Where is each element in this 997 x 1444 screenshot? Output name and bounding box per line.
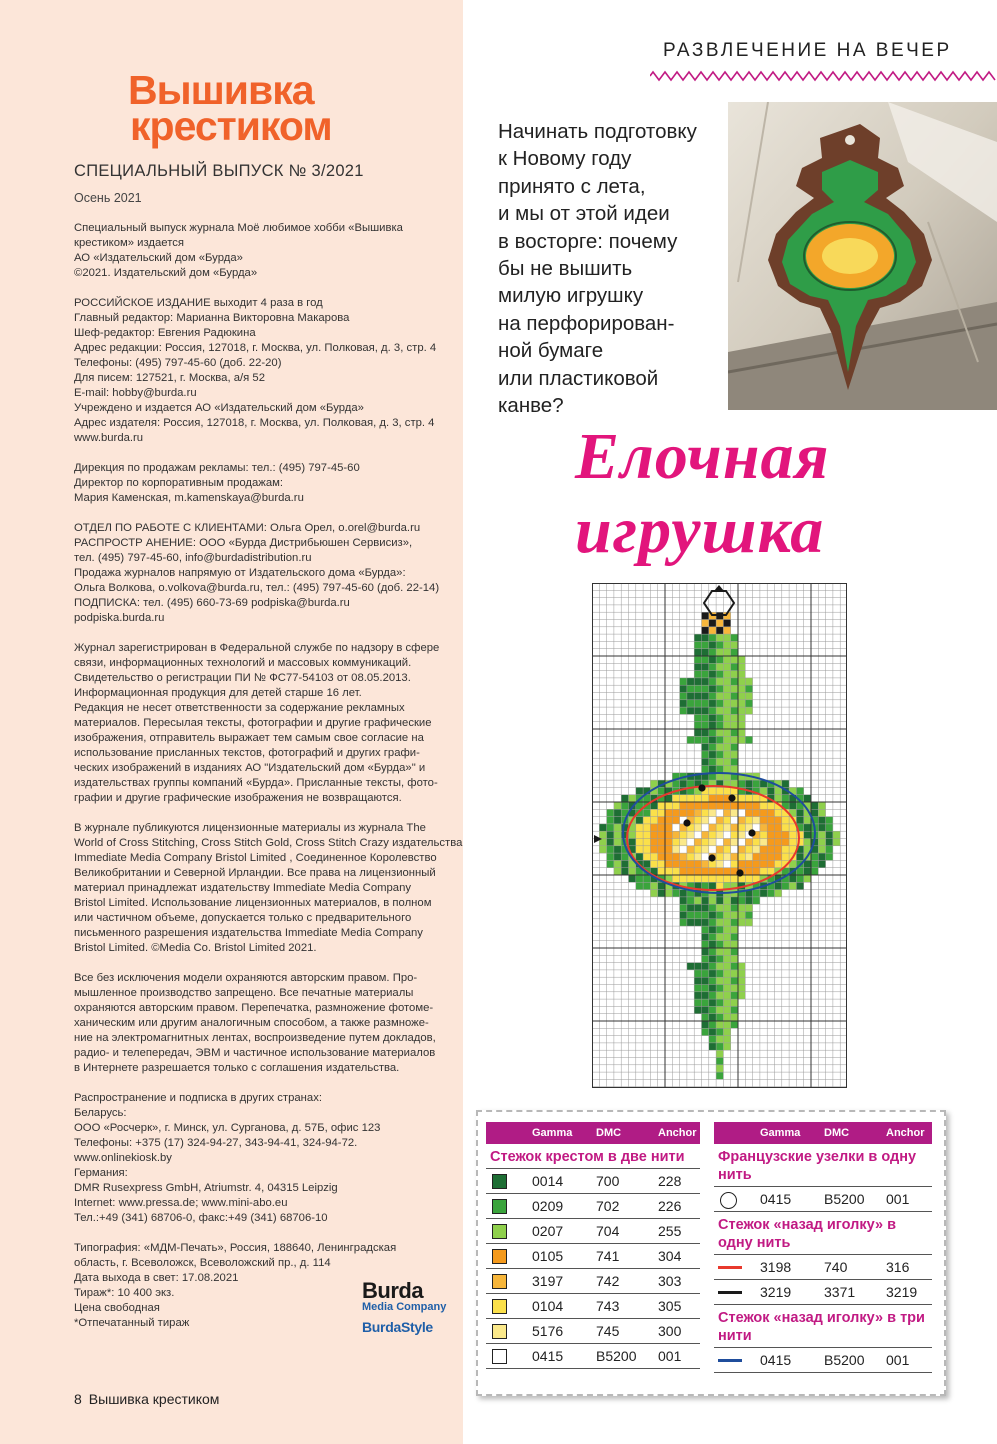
key-anchor-value: 001	[658, 1348, 682, 1364]
backstitch-three-strands-rows	[714, 1348, 932, 1373]
imprint-line: радио- и телепередач, ЭВМ и частичное использование материалов	[74, 1047, 436, 1059]
intro-line: принято с лета,	[498, 174, 646, 198]
imprint-line: Информационная продукция для детей старше 16 лет.	[74, 687, 362, 699]
key-row	[486, 1219, 700, 1244]
intro-line: в восторге: почему	[498, 229, 678, 253]
imprint-column	[0, 0, 463, 1444]
imprint-line: РАСПРОСТР АНЕНИЕ: ООО «Бурда Дистрибьюшен Сервисиз»,	[74, 537, 413, 549]
key-anchor-value: 303	[658, 1273, 682, 1289]
title-line: Елочная	[575, 420, 830, 493]
burda-logo-text: Burda	[362, 1278, 424, 1303]
imprint-line: Великобритании и Северной Ирландии. Все права на лицензионный	[74, 867, 436, 879]
imprint-line: Ольга Волкова, o.volkova@burda.ru, тел.: (495) 797-45-60 (доб. 22-14)	[74, 582, 440, 594]
imprint-paragraph	[74, 821, 463, 956]
backstitch-line-icon	[718, 1291, 742, 1294]
key-dmc-value: 743	[596, 1298, 620, 1314]
imprint-line: Типография: «МДМ-Печать», Россия, 188640, Ленинградская	[74, 1242, 397, 1254]
imprint-line: Директор по корпоративным продажам:	[74, 477, 284, 489]
imprint-line: www.onlinekiosk.by	[74, 1152, 172, 1164]
imprint-paragraph	[74, 521, 459, 626]
key-anchor-value: 001	[886, 1191, 910, 1207]
imprint-line: ООО «Росчерк», г. Минск, ул. Сурганова, д. 57Б, офис 123	[74, 1122, 381, 1134]
key-dmc-value: B5200	[824, 1352, 865, 1368]
imprint-line: Телефоны: (495) 797-45-60 (доб. 22-20)	[74, 357, 282, 369]
imprint-line: World of Cross Stitching, Cross Stitch Gold, Cross Stitch Crazy издательства	[74, 837, 463, 849]
backstitch-three-strands-heading: Стежок «назад иголку» в три нити	[714, 1305, 932, 1348]
imprint-line: Адрес издателя: Россия, 127018, г. Москва, ул. Полковая, д. 3, стр. 4	[74, 417, 435, 429]
intro-text	[498, 118, 738, 419]
imprint-line: ние на электромагнитных лентах, воспроизведение путем докладов,	[74, 1032, 436, 1044]
french-knots-heading: Французские узелки в одну нить	[714, 1144, 932, 1187]
zigzag-divider	[650, 70, 997, 82]
key-gamma-value: 5176	[532, 1323, 564, 1339]
key-dmc-value: 700	[596, 1173, 620, 1189]
imprint-line: ©2021. Издательский дом «Бурда»	[74, 267, 258, 279]
imprint-line: Беларусь:	[74, 1107, 127, 1119]
cross-stitch-rows	[486, 1169, 700, 1369]
key-gamma-value: 3197	[532, 1273, 564, 1289]
imprint-line: Главный редактор: Марианна Викторовна Макарова	[74, 312, 350, 324]
imprint-line: область, г. Всеволожск, Всеволожский пр., д. 114	[74, 1257, 331, 1269]
key-row	[486, 1194, 700, 1219]
imprint-line: Мария Каменская, m.kamenskaya@burda.ru	[74, 492, 304, 504]
ornament-photo	[728, 102, 997, 410]
imprint-line: связи, информационных технологий и массовых коммуникаций.	[74, 657, 412, 669]
imprint-line: ПОДПИСКА: тел. (495) 660-73-69 podpiska@burda.ru	[74, 597, 350, 609]
imprint-line: Учреждено и издается АО «Издательский дом «Бурда»	[74, 402, 364, 414]
white-dot-symbol-icon	[492, 1349, 507, 1364]
key-gamma-value: 0415	[532, 1348, 564, 1364]
color-key-table	[476, 1110, 946, 1396]
imprint-line: Тираж*: 10 400 экз.	[74, 1287, 175, 1299]
imprint-line: в Интернете разрешается только с соглашения издательства.	[74, 1062, 400, 1074]
key-dmc-value: 702	[596, 1198, 620, 1214]
imprint-text	[74, 221, 463, 1346]
imprint-paragraph	[74, 1091, 459, 1226]
header-dmc: DMC	[596, 1127, 622, 1139]
magazine-logo	[128, 67, 332, 149]
imprint-line: материал принадлежат издательству Immediate Media Company	[74, 882, 412, 894]
imprint-line: Германия:	[74, 1167, 128, 1179]
imprint-line: Распространение и подписка в других странах:	[74, 1092, 322, 1104]
imprint-line: ческих изображений в изданиях АО "Издательский дом «Бурда»" и	[74, 762, 426, 774]
imprint-line: изображения, отправитель выражает тем самым свое согласие на	[74, 732, 424, 744]
key-dmc-value: 740	[824, 1259, 848, 1275]
issue-season: Осень 2021	[74, 191, 142, 205]
burda-logo	[362, 1280, 452, 1335]
orange-equals-symbol-icon	[492, 1249, 507, 1264]
header-anchor: Anchor	[886, 1127, 925, 1139]
imprint-line: Редакция не несет ответственности за содержание рекламных	[74, 702, 405, 714]
green-plus-symbol-icon	[492, 1199, 507, 1214]
imprint-paragraph	[74, 971, 459, 1076]
key-anchor-value: 228	[658, 1173, 682, 1189]
imprint-line: Цена свободная	[74, 1302, 160, 1314]
key-anchor-value: 304	[658, 1248, 682, 1264]
imprint-line: издательствах группы компаний «Бурда». Присланные тексты, фото-	[74, 777, 438, 789]
dark-green-hatch-symbol-icon	[492, 1174, 507, 1189]
light-green-minus-symbol-icon	[492, 1224, 507, 1239]
cross-stitch-heading: Стежок крестом в две нити	[486, 1144, 700, 1169]
intro-line: милую игрушку	[498, 284, 644, 308]
imprint-paragraph	[74, 296, 459, 446]
key-anchor-value: 316	[886, 1259, 910, 1275]
imprint-line: Bristol Limited. ©Media Co. Bristol Limited 2021.	[74, 942, 317, 954]
ornament-photo-image	[728, 102, 997, 410]
color-key-left	[486, 1122, 700, 1369]
key-row	[486, 1319, 700, 1344]
hash-symbol-icon	[492, 1324, 507, 1339]
black-dot-symbol-icon	[492, 1274, 507, 1289]
imprint-line: Шеф-редактор: Евгения Радюкина	[74, 327, 256, 339]
imprint-line: или частичном объеме, допускается только с предварительного	[74, 912, 412, 924]
key-anchor-value: 255	[658, 1223, 682, 1239]
page-footer	[74, 1391, 226, 1407]
color-key-right	[714, 1122, 932, 1373]
imprint-line: Телефоны: +375 (17) 324-94-27, 343-94-41, 324-94-72.	[74, 1137, 358, 1149]
yellow-infinity-symbol-icon	[492, 1299, 507, 1314]
key-row	[486, 1269, 700, 1294]
imprint-line: Дирекция по продажам рекламы: тел.: (495) 797-45-60	[74, 462, 360, 474]
imprint-line: *Отпечатанный тираж	[74, 1317, 190, 1329]
key-row	[714, 1255, 932, 1280]
key-gamma-value: 0104	[532, 1298, 564, 1314]
key-gamma-value: 3219	[760, 1284, 792, 1300]
imprint-paragraph	[74, 461, 459, 506]
header-dmc: DMC	[824, 1127, 850, 1139]
article-title	[575, 420, 829, 568]
imprint-line: Специальный выпуск журнала Моё любимое хобби «Вышивка	[74, 222, 403, 234]
intro-line: бы не вышить	[498, 257, 633, 281]
key-gamma-value: 0415	[760, 1352, 792, 1368]
key-dmc-value: 742	[596, 1273, 620, 1289]
imprint-paragraph	[74, 641, 459, 806]
imprint-line: Тел.:+49 (341) 68706-0, факс:+49 (341) 68706-10	[74, 1212, 328, 1224]
key-anchor-value: 300	[658, 1323, 682, 1339]
imprint-line: podpiska.burda.ru	[74, 612, 165, 624]
imprint-line: Все без исключения модели охраняются авторским правом. Про-	[74, 972, 418, 984]
cross-stitch-chart	[592, 583, 847, 1088]
imprint-line: Журнал зарегистрирован в Федеральной службе по надзору в сфере	[74, 642, 440, 654]
section-heading: РАЗВЛЕЧЕНИЕ НА ВЕЧЕР	[663, 40, 952, 61]
backstitch-line-icon	[718, 1359, 742, 1362]
imprint-line: мышленное производство запрещено. Все печатные материалы	[74, 987, 414, 999]
key-gamma-value: 0014	[532, 1173, 564, 1189]
key-anchor-value: 226	[658, 1198, 682, 1214]
key-anchor-value: 3219	[886, 1284, 918, 1300]
key-gamma-value: 0207	[532, 1223, 564, 1239]
imprint-line: Immediate Media Company Bristol Limited , Соединенное Королевство	[74, 852, 437, 864]
imprint-line: Продажа журналов напрямую от Издательского дома «Бурда»:	[74, 567, 406, 579]
key-row	[714, 1280, 932, 1305]
imprint-paragraph	[74, 221, 459, 281]
key-header-left	[486, 1122, 700, 1144]
logo-line-1: Вышивка	[128, 67, 314, 113]
backstitch-one-strand-heading: Стежок «назад иголку» в одну нить	[714, 1212, 932, 1255]
title-line: игрушка	[575, 494, 825, 567]
key-dmc-value: 704	[596, 1223, 620, 1239]
page-number: 8	[74, 1391, 82, 1407]
imprint-line: использование присланных текстов, фотографий и других графи-	[74, 747, 420, 759]
key-row	[486, 1294, 700, 1319]
imprint-line: письменного разрешения издательства Immediate Media Company	[74, 927, 423, 939]
intro-line: или пластиковой	[498, 366, 659, 390]
key-gamma-value: 0105	[532, 1248, 564, 1264]
key-anchor-value: 305	[658, 1298, 682, 1314]
intro-line: ной бумаге	[498, 339, 604, 363]
imprint-line: DMR Rusexpress GmbH, Atriumstr. 4, 04315 Leipzig	[74, 1182, 338, 1194]
imprint-line: крестиком» издается	[74, 237, 185, 249]
imprint-line: АО «Издательский дом «Бурда»	[74, 252, 243, 264]
key-gamma-value: 0209	[532, 1198, 564, 1214]
backstitch-line-icon	[718, 1266, 742, 1269]
imprint-line: ОТДЕЛ ПО РАБОТЕ С КЛИЕНТАМИ: Ольга Орел, o.orel@burda.ru	[74, 522, 421, 534]
burdastyle-logo-text: BurdaStyle	[362, 1319, 433, 1335]
imprint-line: Свидетельство о регистрации ПИ № ФС77-54103 от 08.05.2013.	[74, 672, 411, 684]
imprint-line: Bristol Limited. Использование лицензионных материалов, в полном	[74, 897, 432, 909]
key-dmc-value: 3371	[824, 1284, 856, 1300]
intro-line: к Новому году	[498, 147, 632, 171]
imprint-line: Адрес редакции: Россия, 127018, г. Москва, ул. Полковая, д. 3, стр. 4	[74, 342, 437, 354]
imprint-line: тел. (495) 797-45-60, info@burdadistribution.ru	[74, 552, 312, 564]
logo-line-2: крестиком	[130, 103, 332, 149]
intro-line: канве?	[498, 394, 564, 418]
key-dmc-value: 745	[596, 1323, 620, 1339]
key-dmc-value: 741	[596, 1248, 620, 1264]
header-gamma: Gamma	[532, 1127, 573, 1139]
french-knots-rows	[714, 1187, 932, 1212]
key-gamma-value: 3198	[760, 1259, 792, 1275]
intro-line: на перфорирован-	[498, 311, 675, 335]
imprint-line: Internet: www.pressa.de; www.mini-abo.eu	[74, 1197, 288, 1209]
imprint-line: www.burda.ru	[74, 432, 144, 444]
key-row	[714, 1187, 932, 1212]
key-anchor-value: 001	[886, 1352, 910, 1368]
footer-title: Вышивка крестиком	[88, 1391, 220, 1407]
issue-number: СПЕЦИАЛЬНЫЙ ВЫПУСК № 3/2021	[74, 162, 364, 180]
imprint-line: E-mail: hobby@burda.ru	[74, 387, 197, 399]
key-row	[486, 1344, 700, 1369]
imprint-line: материалов. Пересылая тексты, фотографии и другие графические	[74, 717, 432, 729]
intro-line: Начинать подготовку	[498, 120, 697, 143]
imprint-line: РОССИЙСКОЕ ИЗДАНИЕ выходит 4 раза в год	[74, 297, 323, 309]
burda-logo-subtext: Media Company	[362, 1301, 447, 1313]
backstitch-one-strand-rows	[714, 1255, 932, 1305]
key-gamma-value: 0415	[760, 1191, 792, 1207]
key-row	[486, 1169, 700, 1194]
header-anchor: Anchor	[658, 1127, 697, 1139]
header-gamma: Gamma	[760, 1127, 801, 1139]
imprint-line: В журнале публикуются лицензионные материалы из журнала The	[74, 822, 426, 834]
key-row	[714, 1348, 932, 1373]
imprint-line: Для писем: 127521, г. Москва, а/я 52	[74, 372, 265, 384]
intro-line: и мы от этой идеи	[498, 202, 670, 226]
key-header-right	[714, 1122, 932, 1144]
imprint-line: графии и другие графические изображения не возвращаются.	[74, 792, 402, 804]
key-row	[486, 1244, 700, 1269]
key-dmc-value: B5200	[824, 1191, 865, 1207]
french-knot-circle-icon	[720, 1192, 737, 1209]
imprint-line: охраняются авторским правом. Перепечатка, размножение фотоме-	[74, 1002, 434, 1014]
imprint-line: ханическим или другим аналогичным способом, а также размноже-	[74, 1017, 429, 1029]
key-dmc-value: B5200	[596, 1348, 637, 1364]
imprint-line: Дата выхода в свет: 17.08.2021	[74, 1272, 239, 1284]
